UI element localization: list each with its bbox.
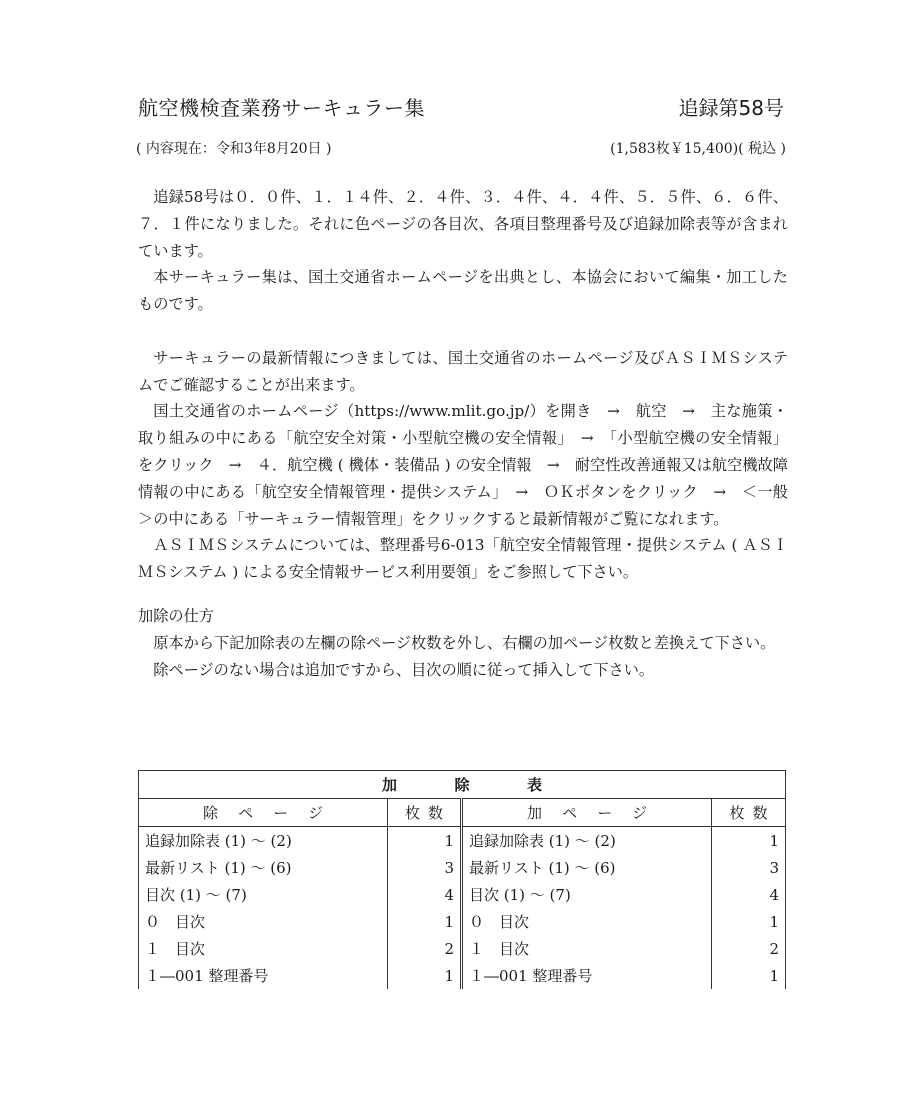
add-page-cell: １ 目次: [469, 940, 530, 958]
add-page-cell: 目次 (1) ～ (7): [469, 886, 571, 904]
table-row: [139, 962, 786, 989]
remove-page-cell: 目次 (1) ～ (7): [139, 881, 388, 908]
remove-count-cell: 1: [388, 962, 462, 989]
remove-page-cell: 最新リスト (1) ～ (6): [139, 854, 388, 881]
remove-count-cell: 1: [388, 827, 462, 855]
add-count-cell: 2: [712, 935, 786, 962]
add-count-cell: 3: [712, 854, 786, 881]
table-row: [139, 854, 786, 881]
remove-count-cell: 2: [388, 935, 462, 962]
content-date: ( 内容現在：令和3年8月20日 ): [136, 141, 332, 157]
add-count-cell: 1: [712, 962, 786, 989]
header-add-count: 枚数: [712, 799, 786, 827]
paragraph-supplement-summary: 追録58号は０．０件、１．１４件、２．４件、３．４件、４．４件、５．５件、６．６件、７．１件になりました。それに色ページの各目次、各項目整理番号及び追録加除表等が含まれています。: [138, 188, 788, 260]
header-remove-pages: 除ページ: [139, 799, 388, 827]
add-page-cell: 最新リスト (1) ～ (6): [469, 859, 616, 877]
add-page-cell: １―001 整理番号: [469, 967, 593, 985]
title-row: [138, 92, 784, 126]
remove-page-cell: 追録加除表 (1) ～ (2): [139, 827, 388, 855]
table-row: [139, 935, 786, 962]
add-page-cell: 追録加除表 (1) ～ (2): [469, 832, 616, 850]
table-row: [139, 881, 786, 908]
header-add-pages: 加ページ: [462, 799, 712, 827]
remove-count-cell: 3: [388, 854, 462, 881]
paragraph-insert-instructions: 除ページのない場合は追加ですから、目次の順に従って挿入して下さい。: [153, 660, 655, 679]
add-page-cell: ０ 目次: [469, 913, 530, 931]
section-heading-method: 加除の仕方: [138, 606, 214, 625]
table-title: 加除表: [139, 771, 786, 799]
paragraph-source: 本サーキュラー集は、国土交通省ホームページを出典とし、本協会において編集・加工したものです。: [138, 268, 788, 314]
table-row: [139, 827, 786, 855]
price-info: (1,583枚￥15,400)( 税込 ): [610, 141, 786, 157]
remove-count-cell: 1: [388, 908, 462, 935]
body-text: [138, 184, 788, 683]
paragraph-latest-info: サーキュラーの最新情報につきましては、国土交通省のホームページ及びＡＳＩＭＳシステムでご確認することが出来ます。: [138, 348, 788, 394]
supplement-number: 追録第58号: [678, 96, 784, 120]
paragraph-navigation-steps: 国土交通省のホームページ（https://www.mlit.go.jp/）を開き → 航空 → 主な施策・取り組みの中にある「航空安全対策・小型航空機の安全情報」 → 「小型航空機の安全情報」をクリック → ４．航空機 ( 機体・装備品 ) の安全情報 → 耐空性改善通報又は航空機故障情報の中にある「航空安全情報管理・提供システム」 → ＯＫボタンをクリック → ＜一般＞の中にある「サーキュラー情報管理」をクリックすると最新情報がご覧になれます。: [138, 402, 788, 528]
add-count-cell: 1: [712, 827, 786, 855]
remove-page-cell: １―001 整理番号: [139, 962, 388, 989]
paragraph-asims-reference: ＡＳＩＭＳシステムについては、整理番号6-013「航空安全情報管理・提供システム ( ＡＳＩＭＳシステム ) による安全情報サービス利用要領」をご参照して下さい。: [138, 536, 788, 582]
add-remove-table: [138, 770, 786, 989]
add-count-cell: 4: [712, 881, 786, 908]
add-count-cell: 1: [712, 908, 786, 935]
remove-count-cell: 4: [388, 881, 462, 908]
table-row: [139, 908, 786, 935]
spacer: [138, 586, 788, 603]
remove-page-cell: １ 目次: [139, 935, 388, 962]
remove-page-cell: ０ 目次: [139, 908, 388, 935]
paragraph-replace-instructions: 原本から下記加除表の左欄の除ページ枚数を外し、右欄の加ページ枚数と差換えて下さい。: [153, 633, 776, 652]
header-remove-count: 枚数: [388, 799, 462, 827]
spacer: [138, 318, 788, 345]
document-title: 航空機検査業務サーキュラー集: [138, 96, 425, 120]
